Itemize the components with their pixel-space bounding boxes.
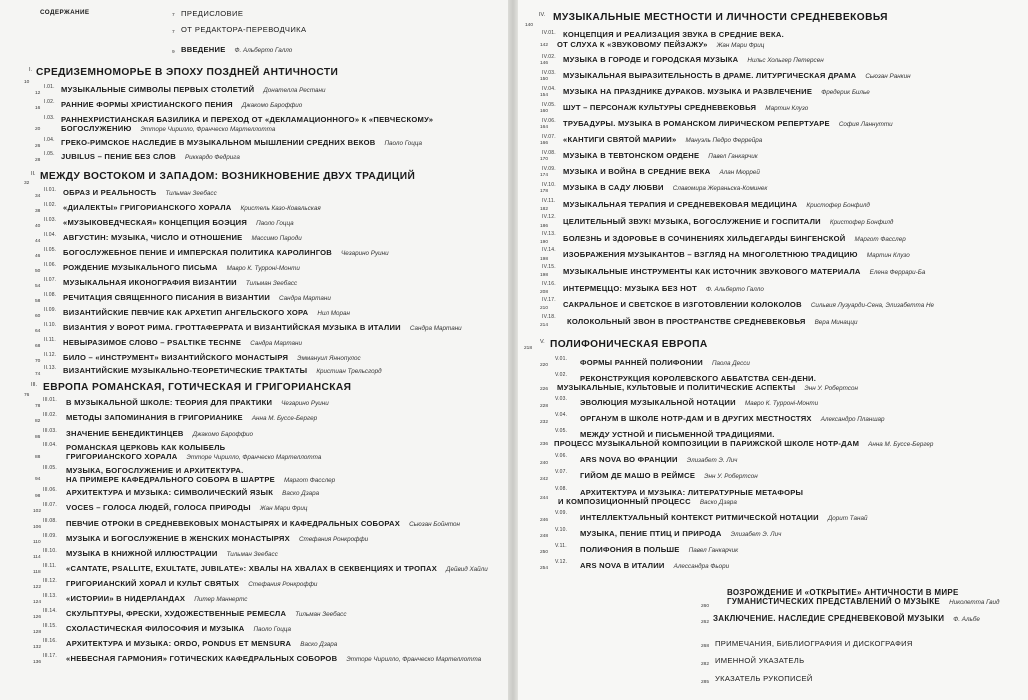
- toc-entry: АРХИТЕКТУРА И МУЗЫКА: ORDO, PONDUS ET MENSURA Васко Дзара: [66, 639, 338, 648]
- page-number: 74: [35, 372, 41, 377]
- item-number: I.02.: [44, 99, 55, 105]
- page-number: 210: [540, 306, 549, 311]
- toc-entry: МУЗЫКАЛЬНЫЕ СИМВОЛЫ ПЕРВЫХ СТОЛЕТИЙ Донателла Рестани: [61, 85, 326, 94]
- item-number: V.02.: [555, 372, 568, 378]
- toc-entry: КОЛОКОЛЬНЫЙ ЗВОН В ПРОСТРАНСТВЕ СРЕДНЕВЕКОВЬЯ Вера Минацци: [567, 317, 858, 326]
- item-number: III.06.: [43, 487, 57, 493]
- item-number: IV.18.: [542, 314, 556, 320]
- page-number: 128: [33, 630, 42, 635]
- item-number: V.10.: [555, 527, 568, 533]
- page-number: 32: [24, 181, 30, 186]
- page-number: 164: [540, 125, 549, 130]
- item-number: IV.16.: [542, 281, 556, 287]
- toc-entry-line2: ГРИГОРИАНСКОГО ХОРАЛА Этторе Чирилло, Франческо Мартеллотта: [66, 452, 322, 461]
- item-number: II.02.: [44, 202, 57, 208]
- page-number: 7: [172, 13, 175, 18]
- toc-entry: В МУЗЫКАЛЬНОЙ ШКОЛЕ: ТЕОРИЯ ДЛЯ ПРАКТИКИ Чезарино Руини: [66, 398, 329, 407]
- item-number: III.12.: [43, 578, 57, 584]
- toc-entry: МУЗЫКА В САДУ ЛЮБВИ Славомира Жераньска-Коминек: [563, 183, 768, 192]
- toc-entry: ГРИГОРИАНСКИЙ ХОРАЛ И КУЛЬТ СВЯТЫХ Стефания Ронкроффи: [66, 579, 318, 588]
- toc-entry: РЕКОНСТРУКЦИЯ КОРОЛЕВСКОГО АББАТСТВА СЕН-ДЕНИ.: [580, 374, 817, 383]
- item-number: I.05.: [44, 151, 55, 157]
- item-number: V.04.: [555, 412, 568, 418]
- toc-entry: МУЗЫКА, БОГОСЛУЖЕНИЕ И АРХИТЕКТУРА.: [66, 466, 244, 475]
- section-title: ПОЛИФОНИЧЕСКАЯ ЕВРОПА: [550, 339, 708, 350]
- page-number: 106: [33, 525, 42, 530]
- toc-entry: ЦЕЛИТЕЛЬНЫЙ ЗВУК! МУЗЫКА, БОГОСЛУЖЕНИЕ И ГОСПИТАЛИ Кристофер Бонфилд: [563, 217, 894, 226]
- item-number: I.04.: [44, 137, 55, 143]
- toc-entry: ШУТ – ПЕРСОНАЖ КУЛЬТУРЫ СРЕДНЕВЕКОВЬЯ Мартин Клузо: [563, 103, 809, 112]
- toc-entry: ТРУБАДУРЫ. МУЗЫКА В РОМАНСКОМ ЛИРИЧЕСКОМ РЕПЕРТУАРЕ София Ланнутти: [563, 119, 893, 128]
- toc-entry: ВИЗАНТИЯ У ВОРОТ РИМА. ГРОТТАФЕРРАТА И ВИЗАНТИЙСКАЯ МУЗЫКА В ИТАЛИИ Сандра Мартани: [63, 323, 462, 332]
- page-number: 226: [540, 387, 549, 392]
- item-number: IV.13.: [542, 231, 556, 237]
- toc-entry: МУЗЫКА И ВОЙНА В СРЕДНИЕ ВЕКА Алан Мюррей: [563, 167, 760, 176]
- toc-entry: ЗНАЧЕНИЕ БЕНЕДИКТИНЦЕВ Джакомо Бароффио: [66, 429, 254, 438]
- toc-entry: ВИЗАНТИЙСКИЕ МУЗЫКАЛЬНО-ТЕОРЕТИЧЕСКИЕ ТРАКТАТЫ Кристиан Трельсгорд: [63, 366, 382, 375]
- page-number: 220: [540, 363, 549, 368]
- page-number: 82: [35, 419, 41, 424]
- item-number: III.17.: [43, 653, 57, 659]
- page-number: 10: [24, 80, 30, 85]
- toc-entry: ВОЗРОЖДЕНИЕ И «ОТКРЫТИЕ» АНТИЧНОСТИ В МИРЕ: [727, 588, 959, 597]
- toc-entry: «КАНТИГИ СВЯТОЙ МАРИИ» Мануэль Педро Феррейра: [563, 135, 763, 144]
- toc-entry: VOCES – ГОЛОСА ЛЮДЕЙ, ГОЛОСА ПРИРОДЫ Жан Мари Фриц: [66, 503, 308, 512]
- toc-entry: ФОРМЫ РАННЕЙ ПОЛИФОНИИ Паола Десси: [580, 358, 750, 367]
- page-number: 98: [35, 494, 41, 499]
- toc-entry-line2: ГУМАНИСТИЧЕСКИХ ПРЕДСТАВЛЕНИЙ О МУЗЫКЕ Николетта Гвид: [727, 597, 1000, 606]
- item-number: IV.07.: [542, 134, 556, 140]
- page-number: 58: [35, 299, 41, 304]
- name-index-entry: ИМЕННОЙ УКАЗАТЕЛЬ: [715, 656, 805, 665]
- toc-entry-line2: ОТ СЛУХА К «ЗВУКОВОМУ ПЕЙЗАЖУ» Жан Мари Фриц: [557, 40, 765, 49]
- entry-author: Ф. Альберто Галло: [234, 47, 293, 54]
- item-number: II.08.: [44, 292, 57, 298]
- item-number: III.02.: [43, 412, 57, 418]
- item-number: IV.02.: [542, 54, 556, 60]
- toc-entry: МУЗЫКА И БОГОСЛУЖЕНИЕ В ЖЕНСКИХ МОНАСТЫРЯХ Стефания Ронкроффи: [66, 534, 369, 543]
- item-number: V.07.: [555, 469, 568, 475]
- toc-entry: РАННИЕ ФОРМЫ ХРИСТИАНСКОГО ПЕНИЯ Джакомо Бароффио: [61, 100, 303, 109]
- page-number: 12: [35, 91, 41, 96]
- toc-entry: МУЗЫКА НА ПРАЗДНИКЕ ДУРАКОВ. МУЗЫКА И РАЗВЛЕЧЕНИЕ Фредерик Билье: [563, 87, 870, 96]
- toc-entry: ВИЗАНТИЙСКИЕ ПЕВЧИЕ КАК АРХЕТИП АНГЕЛЬСКОГО ХОРА Нил Моран: [63, 308, 350, 317]
- item-number: II.04.: [44, 232, 57, 238]
- toc-entry: «МУЗЫКОВЕДЧЕСКАЯ» КОНЦЕПЦИЯ БОЭЦИЯ Паоло Гоцца: [63, 218, 294, 227]
- section-number: IV.: [539, 12, 546, 18]
- manuscripts-index-entry: УКАЗАТЕЛЬ РУКОПИСЕЙ: [715, 674, 813, 683]
- page-number: 208: [540, 290, 549, 295]
- page-number: 146: [540, 61, 549, 66]
- toc-entry: РАННЕХРИСТИАНСКАЯ БАЗИЛИКА И ПЕРЕХОД ОТ «ДЕКЛАМАЦИОННОГО» К «ПЕВЧЕСКОМУ»: [61, 115, 434, 124]
- toc-entry: БОГОСЛУЖЕБНОЕ ПЕНИЕ И ИМПЕРСКАЯ ПОЛИТИКА КАРОЛИНГОВ Чезарино Руини: [63, 248, 389, 257]
- toc-entry: МУЗЫКАЛЬНЫЕ ИНСТРУМЕНТЫ КАК ИСТОЧНИК ЗВУКОВОГО МАТЕРИАЛА Елена Феррари-Ба: [563, 267, 926, 276]
- toc-entry: МУЗЫКА, ПЕНИЕ ПТИЦ И ПРИРОДА Элизабет Э. Лич: [580, 529, 782, 538]
- page-number: 68: [35, 344, 41, 349]
- section-title: ЕВРОПА РОМАНСКАЯ, ГОТИЧЕСКАЯ И ГРИГОРИАНСКАЯ: [43, 382, 352, 393]
- item-number: II.11.: [44, 337, 56, 343]
- item-number: III.11.: [43, 563, 57, 569]
- toc-entry: «НЕБЕСНАЯ ГАРМОНИЯ» ГОТИЧЕСКИХ КАФЕДРАЛЬНЫХ СОБОРОВ Этторе Чирилло, Франческо Мартеллотта: [66, 654, 482, 663]
- item-number: III.10.: [43, 548, 57, 554]
- page-number: 60: [35, 314, 41, 319]
- page-number: 218: [524, 346, 533, 351]
- toc-entry: МЕТОДЫ ЗАПОМИНАНИЯ В ГРИГОРИАНИКЕ Анна М. Буссе-Бергер: [66, 413, 318, 422]
- page-number: 88: [35, 455, 41, 460]
- item-number: IV.08.: [542, 150, 556, 156]
- item-number: IV.10.: [542, 182, 556, 188]
- book-gutter: [508, 0, 518, 700]
- page-number: 38: [35, 209, 41, 214]
- page-number: 254: [540, 566, 549, 571]
- page-number: 198: [540, 257, 549, 262]
- item-number: II.01.: [44, 187, 57, 193]
- toc-entry: ARS NOVA ВО ФРАНЦИИ Элизабет Э. Лич: [580, 455, 738, 464]
- item-number: III.07.: [43, 502, 57, 508]
- page-number: 166: [540, 141, 549, 146]
- item-number: I.01.: [44, 84, 55, 90]
- item-number: III.14.: [43, 608, 57, 614]
- toc-entry: ПОЛИФОНИЯ В ПОЛЬШЕ Павел Ганкарчик: [580, 545, 739, 554]
- contents-label: СОДЕРЖАНИЕ: [40, 9, 90, 16]
- foreword-title: ПРЕДИСЛОВИЕ: [181, 9, 244, 18]
- page-number: 7: [172, 30, 175, 35]
- item-number: IV.05.: [542, 102, 556, 108]
- toc-entry: АРХИТЕКТУРА И МУЗЫКА: ЛИТЕРАТУРНЫЕ МЕТАФОРЫ: [580, 488, 804, 497]
- page-number: 142: [540, 43, 549, 48]
- toc-entry: СХОЛАСТИЧЕСКАЯ ФИЛОСОФИЯ И МУЗЫКА Паоло Гоцца: [66, 624, 292, 633]
- item-number: V.01.: [555, 356, 568, 362]
- toc-entry: СКУЛЬПТУРЫ, ФРЕСКИ, ХУДОЖЕСТВЕННЫЕ РЕМЕСЛА Тильман Зеебасс: [66, 609, 347, 618]
- toc-entry: ГИЙОМ ДЕ МАШО В РЕЙМСЕ Энн У. Робертсон: [580, 471, 758, 480]
- page-number: 236: [540, 442, 549, 447]
- toc-entry: «ИСТОРИИ» В НИДЕРЛАНДАХ Питер Маннертс: [66, 594, 248, 603]
- page-number: 114: [33, 555, 41, 560]
- toc-entry: ЗАКЛЮЧЕНИЕ. НАСЛЕДИЕ СРЕДНЕВЕКОВОЙ МУЗЫКИ Ф. Альбе: [713, 614, 980, 623]
- page-number: 94: [35, 477, 41, 482]
- toc-entry-line2: ПРОЦЕСС МУЗЫКАЛЬНОЙ КОМПОЗИЦИИ В ПАРИЖСКОЙ ШКОЛЕ НОТР-ДАМ Анна М. Буссе-Бергер: [554, 439, 934, 448]
- toc-entry: АВГУСТИН: МУЗЫКА, ЧИСЛО И ОТНОШЕНИЕ Массимо Пароди: [63, 233, 302, 242]
- page-number: 34: [35, 194, 41, 199]
- item-number: III.15.: [43, 623, 57, 629]
- page-number: 186: [540, 224, 549, 229]
- section-title: МЕЖДУ ВОСТОКОМ И ЗАПАДОМ: ВОЗНИКНОВЕНИЕ ДВУХ ТРАДИЦИЙ: [40, 171, 416, 182]
- page-number: 240: [540, 461, 549, 466]
- item-number: II.05.: [44, 247, 57, 253]
- item-number: III.09.: [43, 533, 57, 539]
- item-number: V.11.: [555, 543, 567, 549]
- page-number: 160: [540, 109, 549, 114]
- page-number: 118: [33, 570, 41, 575]
- page-number: 50: [35, 269, 41, 274]
- toc-entry: ИЗОБРАЖЕНИЯ МУЗЫКАНТОВ – ВЗГЛЯД НА МНОГОЛЕТНЮЮ ТРАДИЦИЮ Мартин Клузо: [563, 250, 910, 259]
- item-number: II.09.: [44, 307, 57, 313]
- toc-entry: КОНЦЕПЦИЯ И РЕАЛИЗАЦИЯ ЗВУКА В СРЕДНИЕ ВЕКА.: [563, 30, 784, 39]
- item-number: IV.09.: [542, 166, 556, 172]
- page-number: 26: [35, 144, 41, 149]
- page-number: 198: [540, 273, 549, 278]
- item-number: III.13.: [43, 593, 57, 599]
- item-number: I.03.: [44, 115, 55, 121]
- toc-entry: ОРГАНУМ В ШКОЛЕ НОТР-ДАМ И В ДРУГИХ МЕСТНОСТЯХ Александро Планшар: [580, 414, 885, 423]
- item-number: V.08.: [555, 486, 568, 492]
- toc-entry-line2: БОГОСЛУЖЕНИЮ Этторе Чирилло, Франческо Мартеллотта: [61, 124, 276, 133]
- toc-entry: САКРАЛЬНОЕ И СВЕТСКОЕ В ИЗГОТОВЛЕНИИ КОЛОКОЛОВ Сильвия Лузуарди-Сена, Элизабетта Не: [563, 300, 935, 309]
- toc-entry: НЕВЫРАЗИМОЕ СЛОВО – PSALTIKE TECHNE Сандра Мартани: [63, 338, 303, 347]
- item-number: IV.17.: [542, 297, 556, 303]
- toc-entry: МУЗЫКАЛЬНАЯ ИКОНОГРАФИЯ ВИЗАНТИИ Тильман Зеебасс: [63, 278, 298, 287]
- toc-entry: ИНТЕЛЛЕКТУАЛЬНЫЙ КОНТЕКСТ РИТМИЧЕСКОЙ НОТАЦИИ Дорит Танай: [580, 513, 868, 522]
- toc-entry: РЕЧИТАЦИЯ СВЯЩЕННОГО ПИСАНИЯ В ВИЗАНТИИ Сандра Мартани: [63, 293, 331, 302]
- page-number: 232: [540, 420, 549, 425]
- page-number: 110: [33, 540, 41, 545]
- page-number: 64: [35, 329, 41, 334]
- toc-entry: ЭВОЛЮЦИЯ МУЗЫКАЛЬНОЙ НОТАЦИИ Мавро К. Турроні-Монти: [580, 398, 819, 407]
- section-number: V.: [540, 339, 545, 345]
- page-number: 214: [540, 323, 549, 328]
- page-number: 244: [540, 496, 549, 501]
- toc-entry: МУЗЫКА В ТЕВТОНСКОМ ОРДЕНЕ Павел Ганкарчик: [563, 151, 758, 160]
- page-number: 190: [540, 240, 549, 245]
- page-number: 54: [35, 284, 41, 289]
- page-number: 182: [540, 207, 549, 212]
- page-number: 86: [35, 435, 41, 440]
- page-number: 242: [540, 477, 549, 482]
- item-number: III.16.: [43, 638, 57, 644]
- toc-entry: АРХИТЕКТУРА И МУЗЫКА: СИМВОЛИЧЕСКИЙ ЯЗЫК Васко Дзара: [66, 488, 320, 497]
- page-number: 170: [540, 157, 549, 162]
- toc-entry: МУЗЫКАЛЬНАЯ ТЕРАПИЯ И СРЕДНЕВЕКОВАЯ МЕДИЦИНА Кристофер Бонфилд: [563, 200, 870, 209]
- page-number: 126: [33, 615, 42, 620]
- item-number: II.03.: [44, 217, 57, 223]
- item-number: V.06.: [555, 453, 568, 459]
- item-number: V.09.: [555, 510, 568, 516]
- item-number: III.08.: [43, 518, 57, 524]
- toc-entry: МУЗЫКАЛЬНАЯ ВЫРАЗИТЕЛЬНОСТЬ В ДРАМЕ. ЛИТУРГИЧЕСКАЯ ДРАМА Сьюзан Ранкин: [563, 71, 911, 80]
- item-number: IV.01.: [542, 30, 556, 36]
- item-number: IV.11.: [542, 198, 556, 204]
- item-number: IV.04.: [542, 86, 556, 92]
- page-number: 246: [540, 518, 549, 523]
- item-number: II.06.: [44, 262, 57, 268]
- toc-entry: БОЛЕЗНЬ И ЗДОРОВЬЕ В СОЧИНЕНИЯХ ХИЛЬДЕГАРДЫ БИНГЕНСКОЙ Маргот Фасслер: [563, 234, 906, 243]
- section-title: МУЗЫКАЛЬНЫЕ МЕСТНОСТИ И ЛИЧНОСТИ СРЕДНЕВЕКОВЬЯ: [553, 12, 888, 23]
- item-number: III.01.: [43, 397, 57, 403]
- item-number: III.04.: [43, 442, 57, 448]
- notes-entry: ПРИМЕЧАНИЯ, БИБЛИОГРАФИЯ И ДИСКОГРАФИЯ: [715, 639, 913, 648]
- page-number: 16: [35, 106, 41, 111]
- page-number: 44: [35, 239, 41, 244]
- item-number: II.07.: [44, 277, 57, 283]
- page-number: 150: [540, 77, 549, 82]
- page-number: 28: [35, 158, 41, 163]
- toc-entry: JUBILUS – ПЕНИЕ БЕЗ СЛОВ Риккардо Федрига: [61, 152, 240, 161]
- page-number: 285: [701, 680, 710, 685]
- item-number: III.05.: [43, 465, 57, 471]
- toc-entry: РОЖДЕНИЕ МУЗЫКАЛЬНОГО ПИСЬМА Мавро К. Турроні-Монти: [63, 263, 300, 272]
- toc-entry: РОМАНСКАЯ ЦЕРКОВЬ КАК КОЛЫБЕЛЬ: [66, 443, 226, 452]
- entry-title: ВВЕДЕНИЕ: [181, 45, 226, 54]
- page-number: 9: [172, 50, 175, 55]
- section-title: СРЕДИЗЕМНОМОРЬЕ В ЭПОХУ ПОЗДНЕЙ АНТИЧНОСТИ: [36, 67, 339, 78]
- editor-note-title: ОТ РЕДАКТОРА-ПЕРЕВОДЧИКА: [181, 25, 307, 34]
- toc-entry: «CANTATE, PSALLITE, EXULTATE, JUBILATE»: ХВАЛЫ НА ХВАЛАХ В СЕКВЕНЦИЯХ И ТРОПАХ Дейвид Хайли: [66, 564, 488, 573]
- toc-entry: БИЛО – «ИНСТРУМЕНТ» ВИЗАНТИЙСКОГО МОНАСТЫРЯ Эммануил Яннопулос: [63, 353, 361, 362]
- item-number: III.03.: [43, 428, 57, 434]
- toc-entry: ПЕВЧИЕ ОТРОКИ В СРЕДНЕВЕКОВЫХ МОНАСТЫРЯХ И КАФЕДРАЛЬНЫХ СОБОРАХ Сьюзан Бойнтон: [66, 519, 461, 528]
- item-number: IV.15.: [542, 264, 556, 270]
- item-number: II.12.: [44, 352, 57, 358]
- item-number: V.12.: [555, 559, 568, 565]
- toc-entry: МУЗЫКА В КНИЖНОЙ ИЛЛЮСТРАЦИИ Тильман Зеебасс: [66, 549, 278, 558]
- introduction-entry: [181, 46, 292, 54]
- page-number: 70: [35, 359, 41, 364]
- item-number: IV.14.: [542, 247, 556, 253]
- section-number: III.: [31, 382, 38, 388]
- section-number: I.: [29, 67, 33, 73]
- page-number: 132: [33, 645, 42, 650]
- toc-entry: ГРЕКО-РИМСКОЕ НАСЛЕДИЕ В МУЗЫКАЛЬНОМ МЫШЛЕНИИ СРЕДНИХ ВЕКОВ Паоло Гоцца: [61, 138, 423, 147]
- page-number: 260: [701, 604, 710, 609]
- page-number: 228: [540, 404, 549, 409]
- item-number: IV.06.: [542, 118, 556, 124]
- toc-entry: ARS NOVA В ИТАЛИИ Алессандра Фьори: [580, 561, 730, 570]
- page-number: 20: [35, 127, 41, 132]
- toc-entry-line2: МУЗЫКАЛЬНЫЕ, КУЛЬТОВЫЕ И ПОЛИТИЧЕСКИЕ АСПЕКТЫ Энн У. Робертсон: [557, 383, 858, 392]
- item-number: V.03.: [555, 396, 568, 402]
- page-number: 282: [701, 662, 710, 667]
- page-number: 122: [33, 585, 42, 590]
- toc-entry: ОБРАЗ И РЕАЛЬНОСТЬ Тильман Зеебасс: [63, 188, 217, 197]
- toc-entry: «ДИАЛЕКТЫ» ГРИГОРИАНСКОГО ХОРАЛА Кристель Казо-Ковальская: [63, 203, 321, 212]
- page-number: 140: [525, 23, 534, 28]
- page-number: 40: [35, 224, 41, 229]
- toc-entry-line2: НА ПРИМЕРЕ КАФЕДРАЛЬНОГО СОБОРА В ШАРТРЕ Маргот Фасслер: [66, 475, 336, 484]
- page-number: 102: [33, 509, 42, 514]
- toc-entry: ИНТЕРМЕЦЦО: МУЗЫКА БЕЗ НОТ Ф. Альберто Галло: [563, 284, 764, 293]
- toc-entry-line2: И КОМПОЗИЦИОННЫЙ ПРОЦЕСС Васко Дзара: [558, 497, 737, 506]
- item-number: II.10.: [44, 322, 57, 328]
- toc-entry: МУЗЫКА В ГОРОДЕ И ГОРОДСКАЯ МУЗЫКА Нильс Хольгер Петерсен: [563, 55, 824, 64]
- page-number: 250: [540, 550, 549, 555]
- page-number: 178: [540, 189, 549, 194]
- page-number: 154: [540, 93, 549, 98]
- section-number: II.: [31, 171, 36, 177]
- page-number: 248: [540, 534, 549, 539]
- item-number: IV.12.: [542, 214, 556, 220]
- item-number: II.13.: [44, 365, 57, 371]
- page-number: 262: [701, 620, 710, 625]
- item-number: IV.03.: [542, 70, 556, 76]
- page-number: 46: [35, 254, 41, 259]
- item-number: V.05.: [555, 428, 568, 434]
- page-number: 268: [701, 644, 710, 649]
- page-number: 76: [24, 393, 30, 398]
- toc-entry: МЕЖДУ УСТНОЙ И ПИСЬМЕННОЙ ТРАДИЦИЯМИ.: [580, 430, 775, 439]
- page-number: 78: [35, 404, 41, 409]
- page-number: 136: [33, 660, 42, 665]
- page-number: 174: [540, 173, 549, 178]
- page-number: 124: [33, 600, 42, 605]
